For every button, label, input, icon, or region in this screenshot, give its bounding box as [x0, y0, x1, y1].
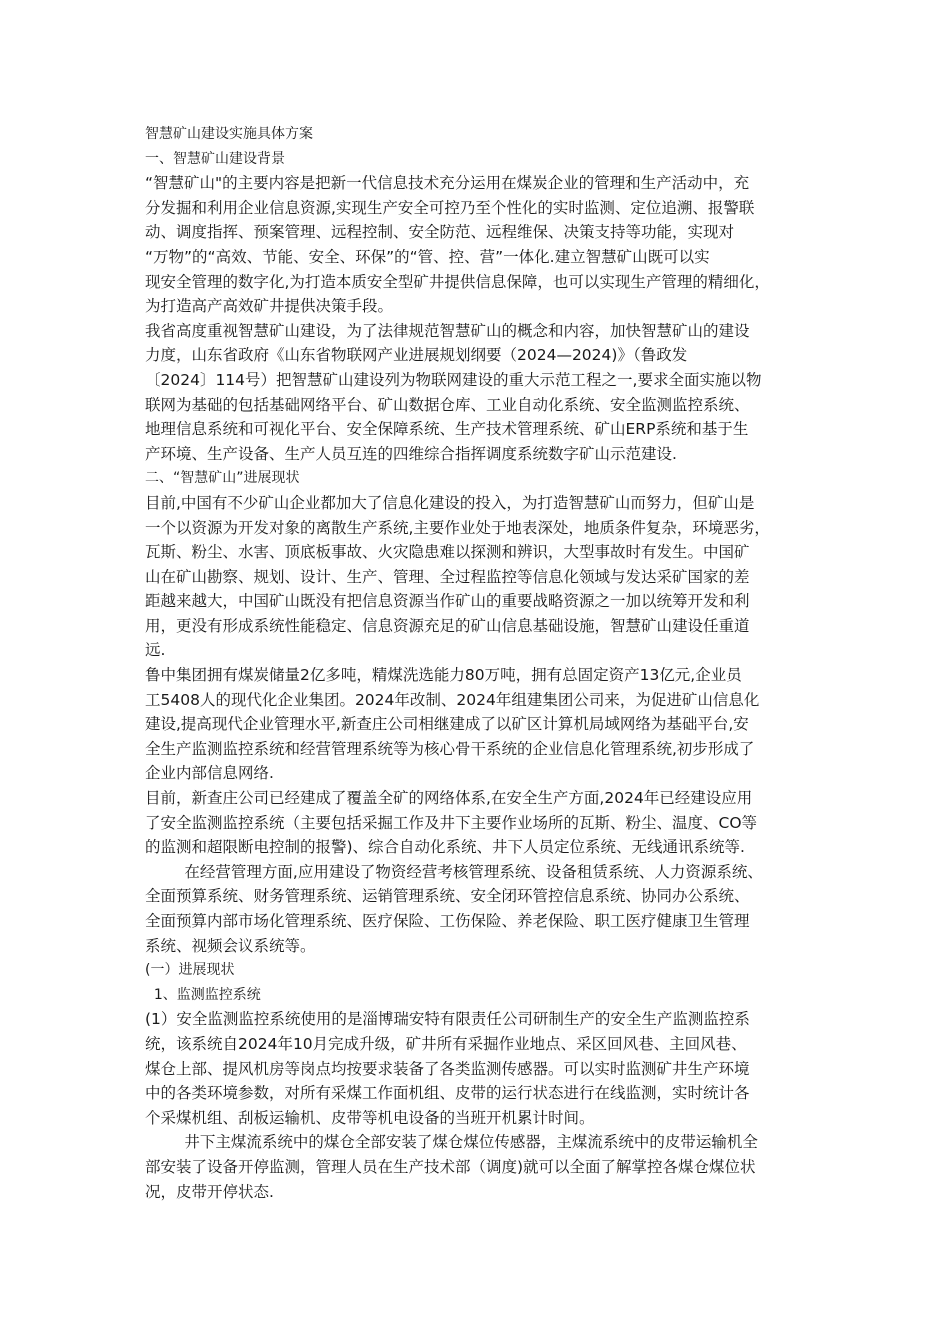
text-line: 距越来越大，中国矿山既没有把信息资源当作矿山的重要战略资源之一加以统筹开发和利	[145, 592, 750, 611]
text-line: 了安全监测监控系统（主要包括采掘工作及井下主要作业场所的瓦斯、粉尘、温度、CO等	[145, 813, 758, 832]
paragraph	[145, 786, 817, 860]
text-line: 为打造高产高效矿井提供决策手段。	[145, 297, 394, 316]
paragraph	[145, 319, 817, 467]
text-line: 用，更没有形成系统性能稳定、信息资源充足的矿山信息基础设施，智慧矿山建设任重道	[145, 616, 750, 635]
text-line: 瓦斯、粉尘、水害、顶底板事故、火灾隐患难以探测和辨识，大型事故时有发生。中国矿	[145, 543, 750, 562]
paragraph	[145, 1130, 817, 1204]
text-line: 部安装了设备开停监测，管理人员在生产技术部（调度)就可以全面了解掌控各煤仓煤位状	[145, 1157, 756, 1176]
text-line: 力度，山东省政府《山东省物联网产业进展规划纲要（2024—2024)》（鲁政发	[145, 346, 688, 365]
text-line: 工5408人的现代化企业集团。2024年改制、2024年组建集团公司来，为促进矿山信息化	[145, 690, 760, 709]
document-page	[145, 122, 817, 1204]
paragraph	[145, 171, 817, 319]
text-line: 的监测和超限断电控制的报警)、综合自动化系统、井下人员定位系统、无线通讯系统等.	[145, 838, 745, 857]
subsection-heading: 1、监测监控系统	[145, 986, 261, 1003]
text-line: 个采煤机组、刮板运输机、皮带等机电设备的当班开机累计时间。	[145, 1108, 595, 1127]
text-line: “智慧矿山"的主要内容是把新一代信息技术充分运用在煤炭企业的管理和生产活动中，充	[145, 174, 750, 193]
text-line: 目前,中国有不少矿山企业都加大了信息化建设的投入，为打造智慧矿山而努力，但矿山是	[145, 493, 755, 512]
text-line: 企业内部信息网络.	[145, 764, 274, 783]
text-line: 目前，新查庄公司已经建成了覆盖全矿的网络体系,在安全生产方面,2024年已经建设应用	[145, 789, 753, 808]
text-line: 在经营管理方面,应用建设了物资经营考核管理系统、设备租赁系统、人力资源系统、	[145, 862, 763, 881]
text-line: 鲁中集团拥有煤炭储量2亿多吨，精煤洗选能力80万吨，拥有总固定资产13亿元,企业员	[145, 666, 742, 685]
paragraph	[145, 491, 817, 663]
paragraph	[145, 860, 817, 958]
text-line: 系统、视频会议系统等。	[145, 936, 316, 955]
text-line: (1）安全监测监控系统使用的是淄博瑞安特有限责任公司研制生产的安全生产监测监控系	[145, 1010, 750, 1029]
text-line: 中的各类环境参数，对所有采煤工作面机组、皮带的运行状态进行在线监测，实时统计各	[145, 1084, 750, 1103]
text-line: 煤仓上部、提风机房等岗点均按要求装备了各类监测传感器。可以实时监测矿井生产环境	[145, 1059, 750, 1078]
text-line: 全生产监测监控系统和经营管理系统等为核心骨干系统的企业信息化管理系统,初步形成了	[145, 739, 755, 758]
text-line: 现安全管理的数字化,为打造本质安全型矿井提供信息保障，也可以实现生产管理的精细化，	[145, 272, 770, 291]
text-line: 〔2024〕114号）把智慧矿山建设列为物联网建设的重大示范工程之一,要求全面实施以物	[145, 370, 762, 389]
text-line: 动、调度指挥、预案管理、远程控制、安全防范、远程维保、决策支持等功能，实现对	[145, 223, 735, 242]
section-heading: 一、智慧矿山建设背景	[145, 150, 285, 167]
text-line: 全面预算系统、财务管理系统、运销管理系统、安全闭环管控信息系统、协同办公系统、	[145, 887, 750, 906]
text-line: 联网为基础的包括基础网络平台、矿山数据仓库、工业自动化系统、安全监测监控系统、	[145, 395, 750, 414]
text-line: 产环境、生产设备、生产人员互连的四维综合指挥调度系统数字矿山示范建设.	[145, 444, 677, 463]
text-line: 我省高度重视智慧矿山建设，为了法律规范智慧矿山的概念和内容，加快智慧矿山的建设	[145, 321, 750, 340]
subsection-heading: (一）进展现状	[145, 962, 235, 979]
text-line: 统，该系统自2024年10月完成升级，矿井所有采掘作业地点、采区回风巷、主回风巷、	[145, 1034, 747, 1053]
text-line: 全面预算内部市场化管理系统、医疗保险、工伤保险、养老保险、职工医疗健康卫生管理	[145, 912, 750, 930]
text-line: 地理信息系统和可视化平台、安全保障系统、生产技术管理系统、矿山ERP系统和基于生	[145, 420, 749, 439]
paragraph	[145, 663, 817, 786]
text-line: 山在矿山勘察、规划、设计、生产、管理、全过程监控等信息化领域与发达采矿国家的差	[145, 567, 750, 586]
text-line: 井下主煤流系统中的煤仓全部安装了煤仓煤位传感器，主煤流系统中的皮带运输机全	[145, 1133, 758, 1152]
text-line: 远.	[145, 641, 166, 660]
text-line: 分发掘和利用企业信息资源,实现生产安全可控乃至个性化的实时监测、定位追溯、报警联	[145, 198, 755, 217]
text-line: “万物”的“高效、节能、安全、环保”的“管、控、营”一体化.建立智慧矿山既可以实	[145, 247, 710, 266]
text-line: 一个以资源为开发对象的离散生产系统,主要作业处于地表深处，地质条件复杂，环境恶劣，	[145, 518, 770, 537]
text-line: 况，皮带开停状态.	[145, 1182, 274, 1201]
section-heading: 二、“智慧矿山”进展现状	[145, 470, 300, 487]
paragraph	[145, 1007, 817, 1130]
text-line: 建设,提高现代企业管理水平,新查庄公司相继建成了以矿区计算机局域网络为基础平台,安	[145, 715, 749, 734]
document-title: 智慧矿山建设实施具体方案	[145, 126, 313, 142]
